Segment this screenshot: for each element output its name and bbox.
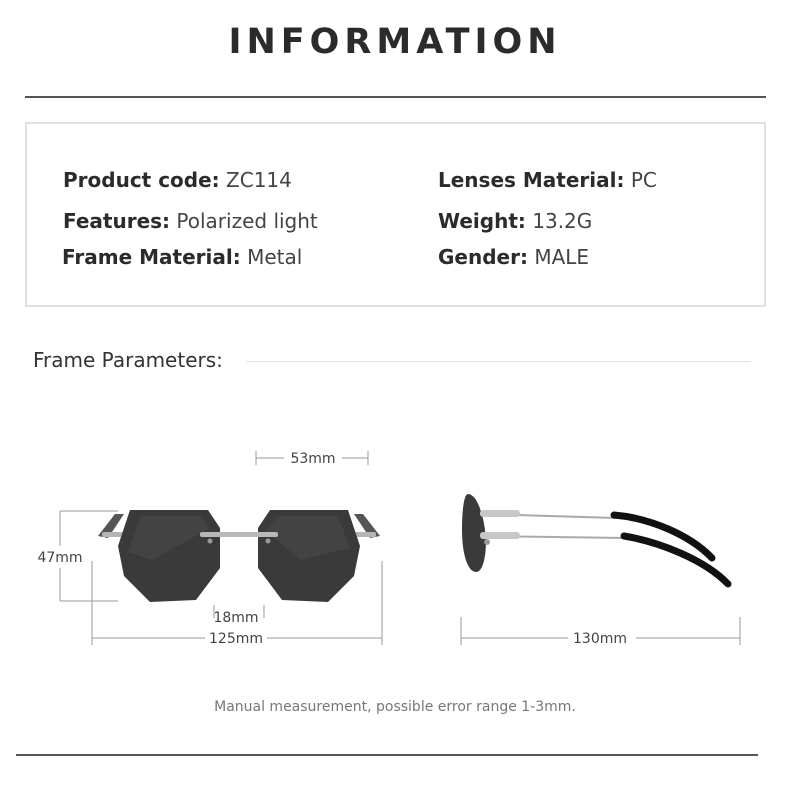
frame-width-text: 125mm bbox=[209, 631, 263, 647]
lens-height-text: 47mm bbox=[37, 550, 83, 566]
product-code-value: ZC114 bbox=[226, 168, 292, 192]
gender-label: Gender: bbox=[438, 245, 528, 269]
right-nose-pad bbox=[266, 539, 271, 544]
bridge-text: 18mm bbox=[213, 610, 259, 626]
weight-label: Weight: bbox=[438, 209, 526, 233]
bottom-divider bbox=[16, 754, 758, 756]
glasses-side-view bbox=[462, 494, 728, 584]
side-hinge-lower bbox=[480, 532, 520, 539]
frame-material-value: Metal bbox=[247, 245, 303, 269]
side-hinge-upper bbox=[480, 510, 520, 517]
frame-parameters-heading: Frame Parameters: bbox=[33, 348, 223, 372]
features-label: Features: bbox=[63, 209, 171, 233]
bridge-bar bbox=[200, 532, 278, 537]
measurement-note: Manual measurement, possible error range 1-3mm. bbox=[214, 699, 576, 715]
product-code-label: Product code: bbox=[63, 168, 220, 192]
frame-material-label: Frame Material: bbox=[62, 245, 241, 269]
glasses-front-view bbox=[98, 510, 380, 602]
side-nose-pad bbox=[484, 539, 490, 545]
left-nose-pad bbox=[208, 539, 213, 544]
gender-value: MALE bbox=[534, 245, 590, 269]
lenses-material-label: Lenses Material: bbox=[438, 168, 625, 192]
weight-value: 13.2G bbox=[532, 209, 593, 233]
page-title: INFORMATION bbox=[228, 22, 562, 62]
lens-width-text: 53mm bbox=[290, 451, 336, 467]
lenses-material-value: PC bbox=[630, 168, 657, 192]
temple-length-text: 130mm bbox=[573, 631, 627, 647]
features-value: Polarized light bbox=[176, 209, 318, 233]
